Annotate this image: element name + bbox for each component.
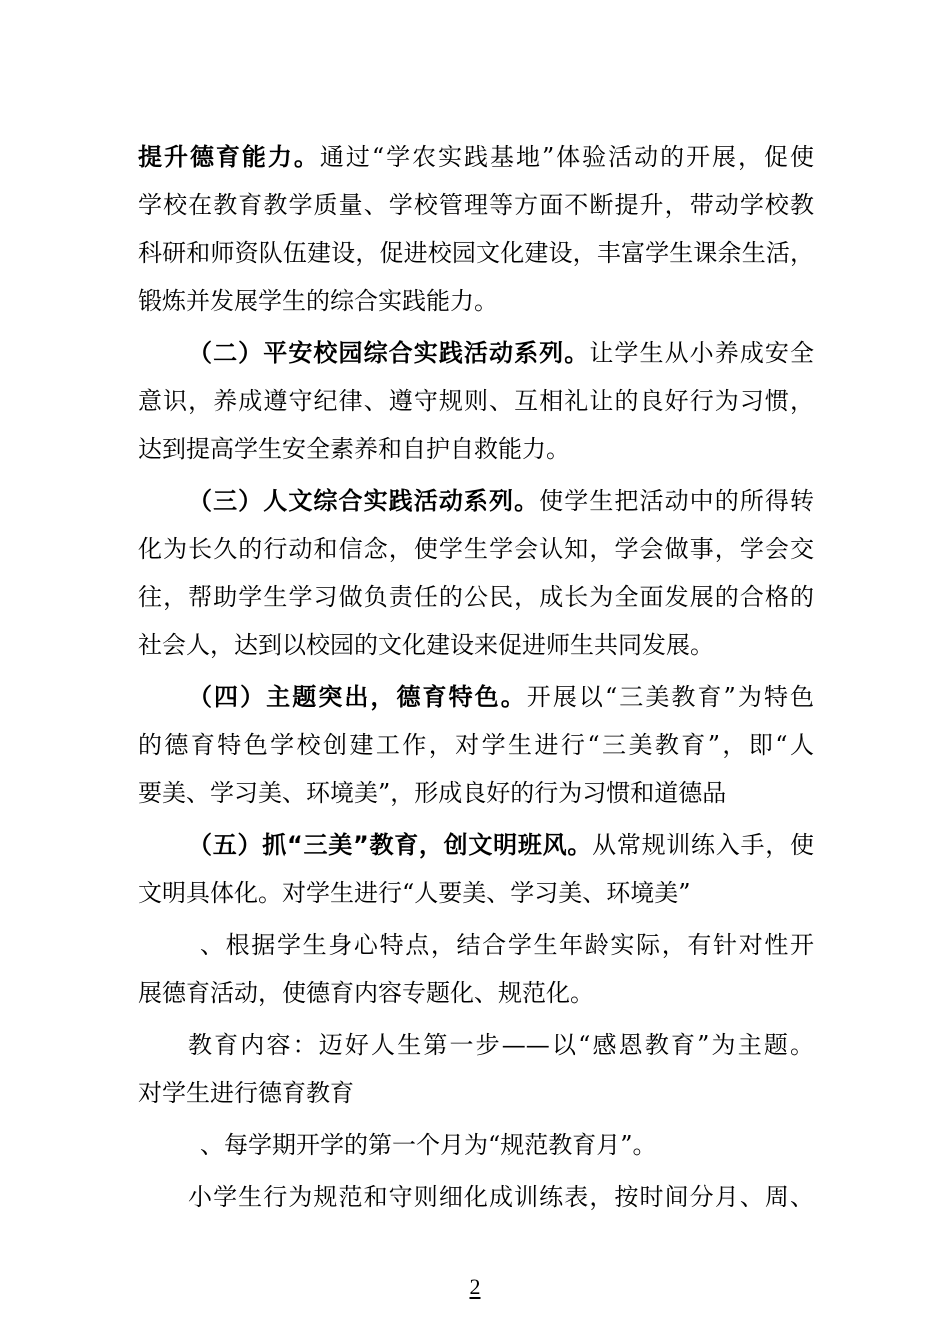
text-span: 使学生把活动中的所得转 <box>539 487 814 515</box>
text-line: 化为长久的行动和信念，使学生学会认知，学会做事，学会交 <box>138 535 814 563</box>
bold-heading: （五）抓“三美”教育，创文明班风。 <box>188 831 593 859</box>
text-span: 通过“学农实践基地”体验活动的开展，促使 <box>319 143 814 171</box>
page-number-value: 2 <box>469 1274 481 1299</box>
text-line: 往，帮助学生学习做负责任的公民，成长为全面发展的合格的 <box>138 583 814 611</box>
document-body <box>138 133 814 1221</box>
text-span: 从常规训练入手，使 <box>592 831 814 859</box>
text-line: 意识，养成遵守纪律、遵守规则、互相礼让的良好行为习惯， <box>138 387 814 415</box>
text-line: 展德育活动，使德育内容专题化、规范化。 <box>138 979 594 1007</box>
text-line: 锻炼并发展学生的综合实践能力。 <box>138 287 498 315</box>
text-line: 社会人，达到以校园的文化建设来促进师生共同发展。 <box>138 631 714 659</box>
text-line: 达到提高学生安全素养和自护自救能力。 <box>138 435 570 463</box>
text-line: 教育内容：迈好人生第一步——以“感恩教育”为主题。 <box>188 1031 814 1059</box>
bold-heading: （四）主题突出，德育特色。 <box>188 683 527 711</box>
text-line: 学校在教育教学质量、学校管理等方面不断提升，带动学校教 <box>138 191 814 219</box>
text-line <box>138 821 814 869</box>
page-number <box>0 1272 950 1302</box>
bold-heading: 提升德育能力。 <box>138 143 320 171</box>
text-line: 、根据学生身心特点，结合学生年龄实际，有针对性开 <box>200 931 814 959</box>
text-line <box>138 329 814 377</box>
text-line: 文明具体化。对学生进行“人要美、学习美、环境美” <box>138 879 691 907</box>
text-span: 让学生从小养成安全 <box>589 339 814 367</box>
bold-heading: （二）平安校园综合实践活动系列。 <box>188 339 590 367</box>
text-line: 、每学期开学的第一个月为“规范教育月”。 <box>200 1131 657 1159</box>
text-line <box>138 477 814 525</box>
text-span: 开展以“三美教育”为特色 <box>526 683 814 711</box>
text-line: 科研和师资队伍建设，促进校园文化建设，丰富学生课余生活， <box>138 239 814 267</box>
bold-heading: （三）人文综合实践活动系列。 <box>188 487 540 515</box>
text-line: 的德育特色学校创建工作，对学生进行“三美教育”，即“人 <box>138 731 814 759</box>
text-line <box>138 133 814 181</box>
text-line: 对学生进行德育教育 <box>138 1079 354 1107</box>
text-line: 要美、学习美、环境美”，形成良好的行为习惯和道德品 <box>138 779 727 807</box>
text-line: 小学生行为规范和守则细化成训练表，按时间分月、周、 <box>188 1183 814 1211</box>
text-line <box>138 673 814 721</box>
